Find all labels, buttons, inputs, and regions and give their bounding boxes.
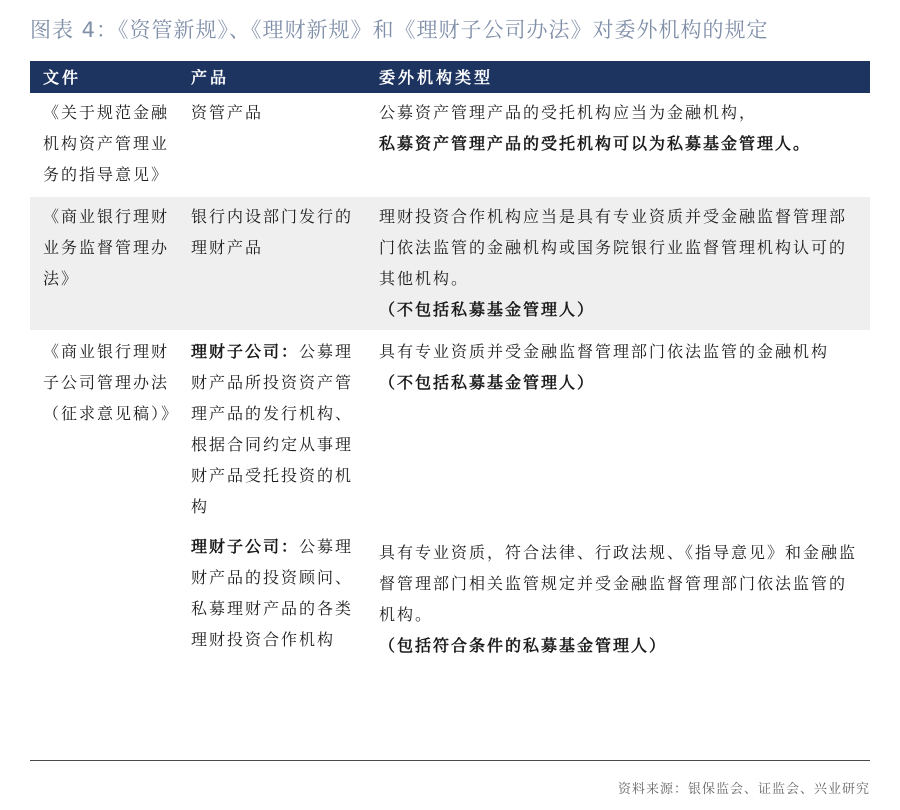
cell-type — [366, 93, 870, 196]
table-row — [30, 331, 870, 527]
cell-type-text: 具有专业资质，符合法律、行政法规、《指导意见》和金融监督管理部门相关监管规定并受金融监督管理部门依法监管的机构。 — [379, 543, 858, 624]
cell-doc: 《商业银行理财子公司管理办法（征求意见稿）》 — [43, 342, 180, 423]
header-doc: 文件 — [30, 61, 178, 93]
bottom-rule — [30, 760, 870, 761]
cell-type-text: 具有专业资质并受金融监督管理部门依法监管的金融机构 — [379, 342, 830, 361]
cell-type — [366, 331, 870, 527]
cell-type — [366, 196, 870, 331]
cell-product — [178, 331, 366, 527]
regulation-table — [30, 61, 870, 666]
cell-product-text: 公募理财产品所投资资产管理产品的发行机构、根据合同约定从事理财产品受托投资的机构 — [191, 342, 354, 516]
figure-title: 图表 4：《资管新规》、《理财新规》和《理财子公司办法》对委外机构的规定 — [30, 18, 769, 42]
cell-type-note: （包括符合条件的私募基金管理人） — [379, 636, 668, 655]
cell-type-line: 公募资产管理产品的受托机构应当为金融机构， — [379, 103, 758, 122]
cell-type-note: （不包括私募基金管理人） — [379, 373, 596, 392]
cell-type — [366, 527, 870, 666]
table-row — [30, 93, 870, 196]
cell-product: 银行内设部门发行的理财产品 — [178, 196, 366, 331]
cell-doc: 《关于规范金融机构资产管理业务的指导意见》 — [30, 93, 178, 196]
cell-product-label: 理财子公司： — [191, 537, 300, 556]
cell-type-note: （不包括私募基金管理人） — [379, 300, 596, 319]
cell-product-text: 公募理财产品的投资顾问、私募理财产品的各类理财投资合作机构 — [191, 537, 354, 649]
source-note: 资料来源：银保监会、证监会、兴业研究 — [617, 782, 870, 797]
table-row — [30, 196, 870, 331]
header-product: 产品 — [178, 61, 366, 93]
cell-doc: 《商业银行理财业务监督管理办法》 — [30, 196, 178, 331]
cell-product — [178, 527, 366, 666]
cell-product-label: 理财子公司： — [191, 342, 300, 361]
cell-product: 资管产品 — [178, 93, 366, 196]
table-header-row — [30, 61, 870, 93]
cell-type-line: 私募资产管理产品的受托机构可以为私募基金管理人。 — [379, 134, 812, 153]
cell-type-text: 理财投资合作机构应当是具有专业资质并受金融监督管理部门依法监管的金融机构或国务院银行业监督管理机构认可的其他机构。 — [379, 207, 848, 288]
header-type: 委外机构类型 — [366, 61, 870, 93]
